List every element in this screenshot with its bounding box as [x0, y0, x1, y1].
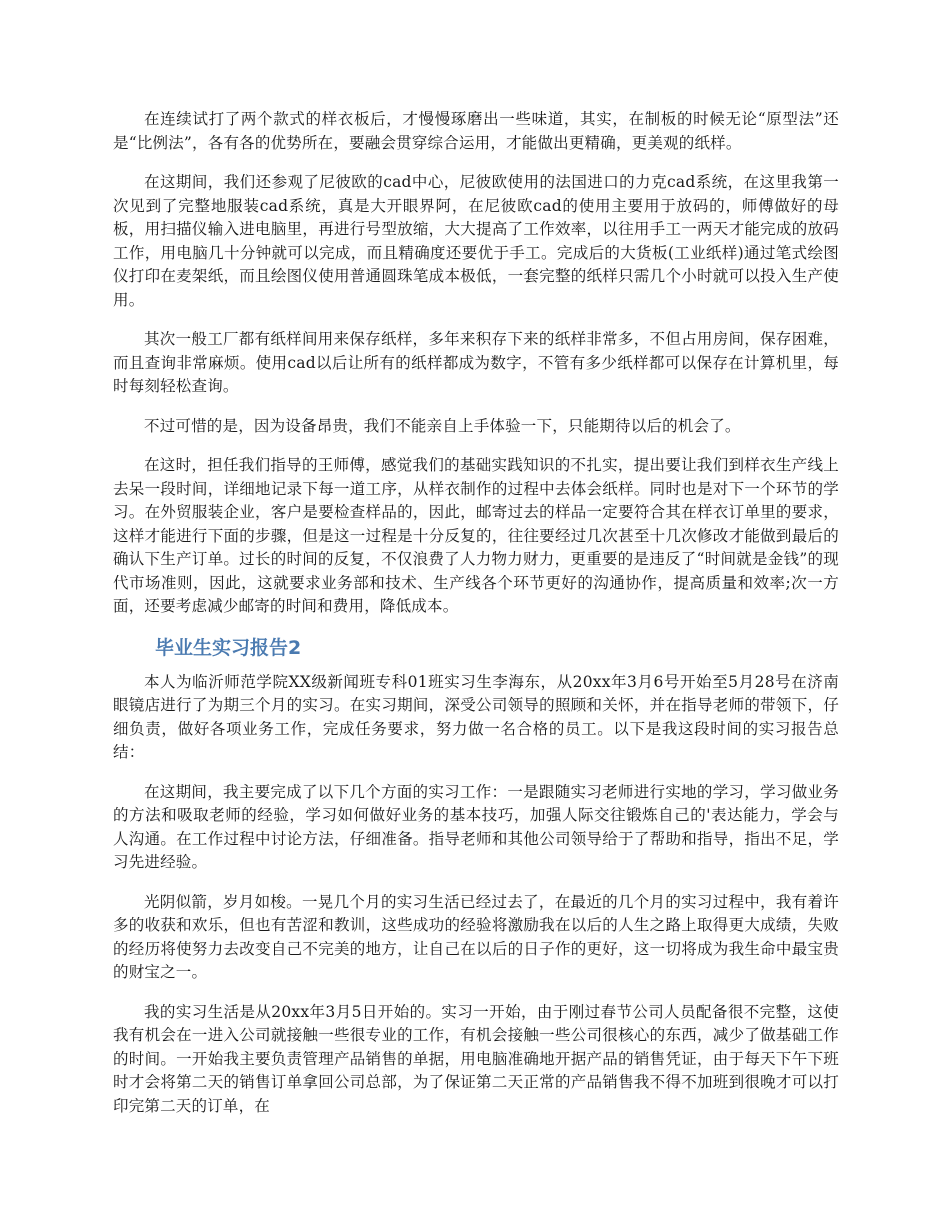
paragraph: 在这期间，我主要完成了以下几个方面的实习工作：一是跟随实习老师进行实地的学习，学习做业务的方法和吸取老师的经验，学习如何做好业务的基本技巧，加强人际交往锻炼自己的'表达能力，学会与人沟通。在工作过程中讨论方法，仔细准备。指导老师和其他公司领导给于了帮助和指导，指出不足，学习先进经验。 [113, 782, 839, 871]
paragraph: 在这期间，我们还参观了尼彼欧的cad中心，尼彼欧使用的法国进口的力克cad系统，在这里我第一次见到了完整地服装cad系统，真是大开眼界阿，在尼彼欧cad的使用主要用于放码的，师傅做好的母板，用扫描仪输入进电脑里，再进行号型放缩，大大提高了工作效率，以往用手工一两天才能完成的放码工作，用电脑几十分钟就可以完成，而且精确度还要优于手工。完成后的大货板(工业纸样)通过笔式绘图仪打印在麦架纸，而且绘图仪使用普通圆珠笔成本极低，一套完整的纸样只需几个小时就可以投入生产使用。 [113, 173, 839, 309]
paragraph: 其次一般工厂都有纸样间用来保存纸样，多年来积存下来的纸样非常多，不但占用房间，保存困难，而且查询非常麻烦。使用cad以后让所有的纸样都成为数字，不管有多少纸样都可以保存在计算机里，每时每刻轻松查询。 [113, 330, 839, 395]
paragraph: 光阴似箭，岁月如梭。一晃几个月的实习生活已经过去了，在最近的几个月的实习过程中，我有着许多的收获和欢乐，但也有苦涩和教训，这些成功的经验将激励我在以后的人生之路上取得更大成绩，失败的经历将使努力去改变自己不完美的地方，让自己在以后的日子作的更好，这一切将成为我生命中最宝贵的财宝之一。 [113, 892, 839, 981]
paragraph: 在连续试打了两个款式的样衣板后，才慢慢琢磨出一些味道，其实，在制板的时候无论“原型法”还是“比例法”，各有各的优势所在，要融会贯穿综合运用，才能做出更精确，更美观的纸样。 [113, 110, 839, 152]
paragraph: 本人为临沂师范学院XX级新闻班专科01班实习生李海东，从20xx年3月6号开始至5月28号在济南眼镜店进行了为期三个月的实习。在实习期间，深受公司领导的照顾和关怀，并在指导老师的带领下，仔细负责，做好各项业务工作，完成任务要求，努力做一名合格的员工。以下是我这段时间的实习报告总结： [113, 672, 839, 761]
document-body [113, 108, 839, 1134]
section-heading: 毕业生实习报告2 [155, 636, 302, 659]
paragraph: 在这时，担任我们指导的王师傅，感觉我们的基础实践知识的不扎实，提出要让我们到样衣生产线上去呆一段时间，详细地记录下每一道工序，从样衣制作的过程中去体会纸样。同时也是对下一个环节的学习。在外贸服装企业，客户是要检查样品的，因此，邮寄过去的样品一定要符合其在样衣订单里的要求，这样才能进行下面的步骤，但是这一过程是十分反复的，往往要经过几次甚至十几次修改才能做到最后的确认下生产订单。过长的时间的反复，不仅浪费了人力物力财力，更重要的是违反了“时间就是金钱”的现代市场准则，因此，这就要求业务部和技术、生产线各个环节更好的沟通协作，提高质量和效率;次一方面，还要考虑减少邮寄的时间和费用，降低成本。 [113, 456, 839, 615]
paragraph: 我的实习生活是从20xx年3月5日开始的。实习一开始，由于刚过春节公司人员配备很不完整，这使我有机会在一进入公司就接触一些很专业的工作，有机会接触一些公司很核心的东西，减少了做基础工作的时间。一开始我主要负责管理产品销售的单据，用电脑准确地开据产品的销售凭证，由于每天下午下班时才会将第二天的销售订单拿回公司总部，为了保证第二天正常的产品销售我不得不加班到很晚才可以打印完第二天的订单，在 [113, 1002, 839, 1115]
paragraph: 不过可惜的是，因为设备昂贵，我们不能亲自上手体验一下，只能期待以后的机会了。 [144, 416, 741, 435]
